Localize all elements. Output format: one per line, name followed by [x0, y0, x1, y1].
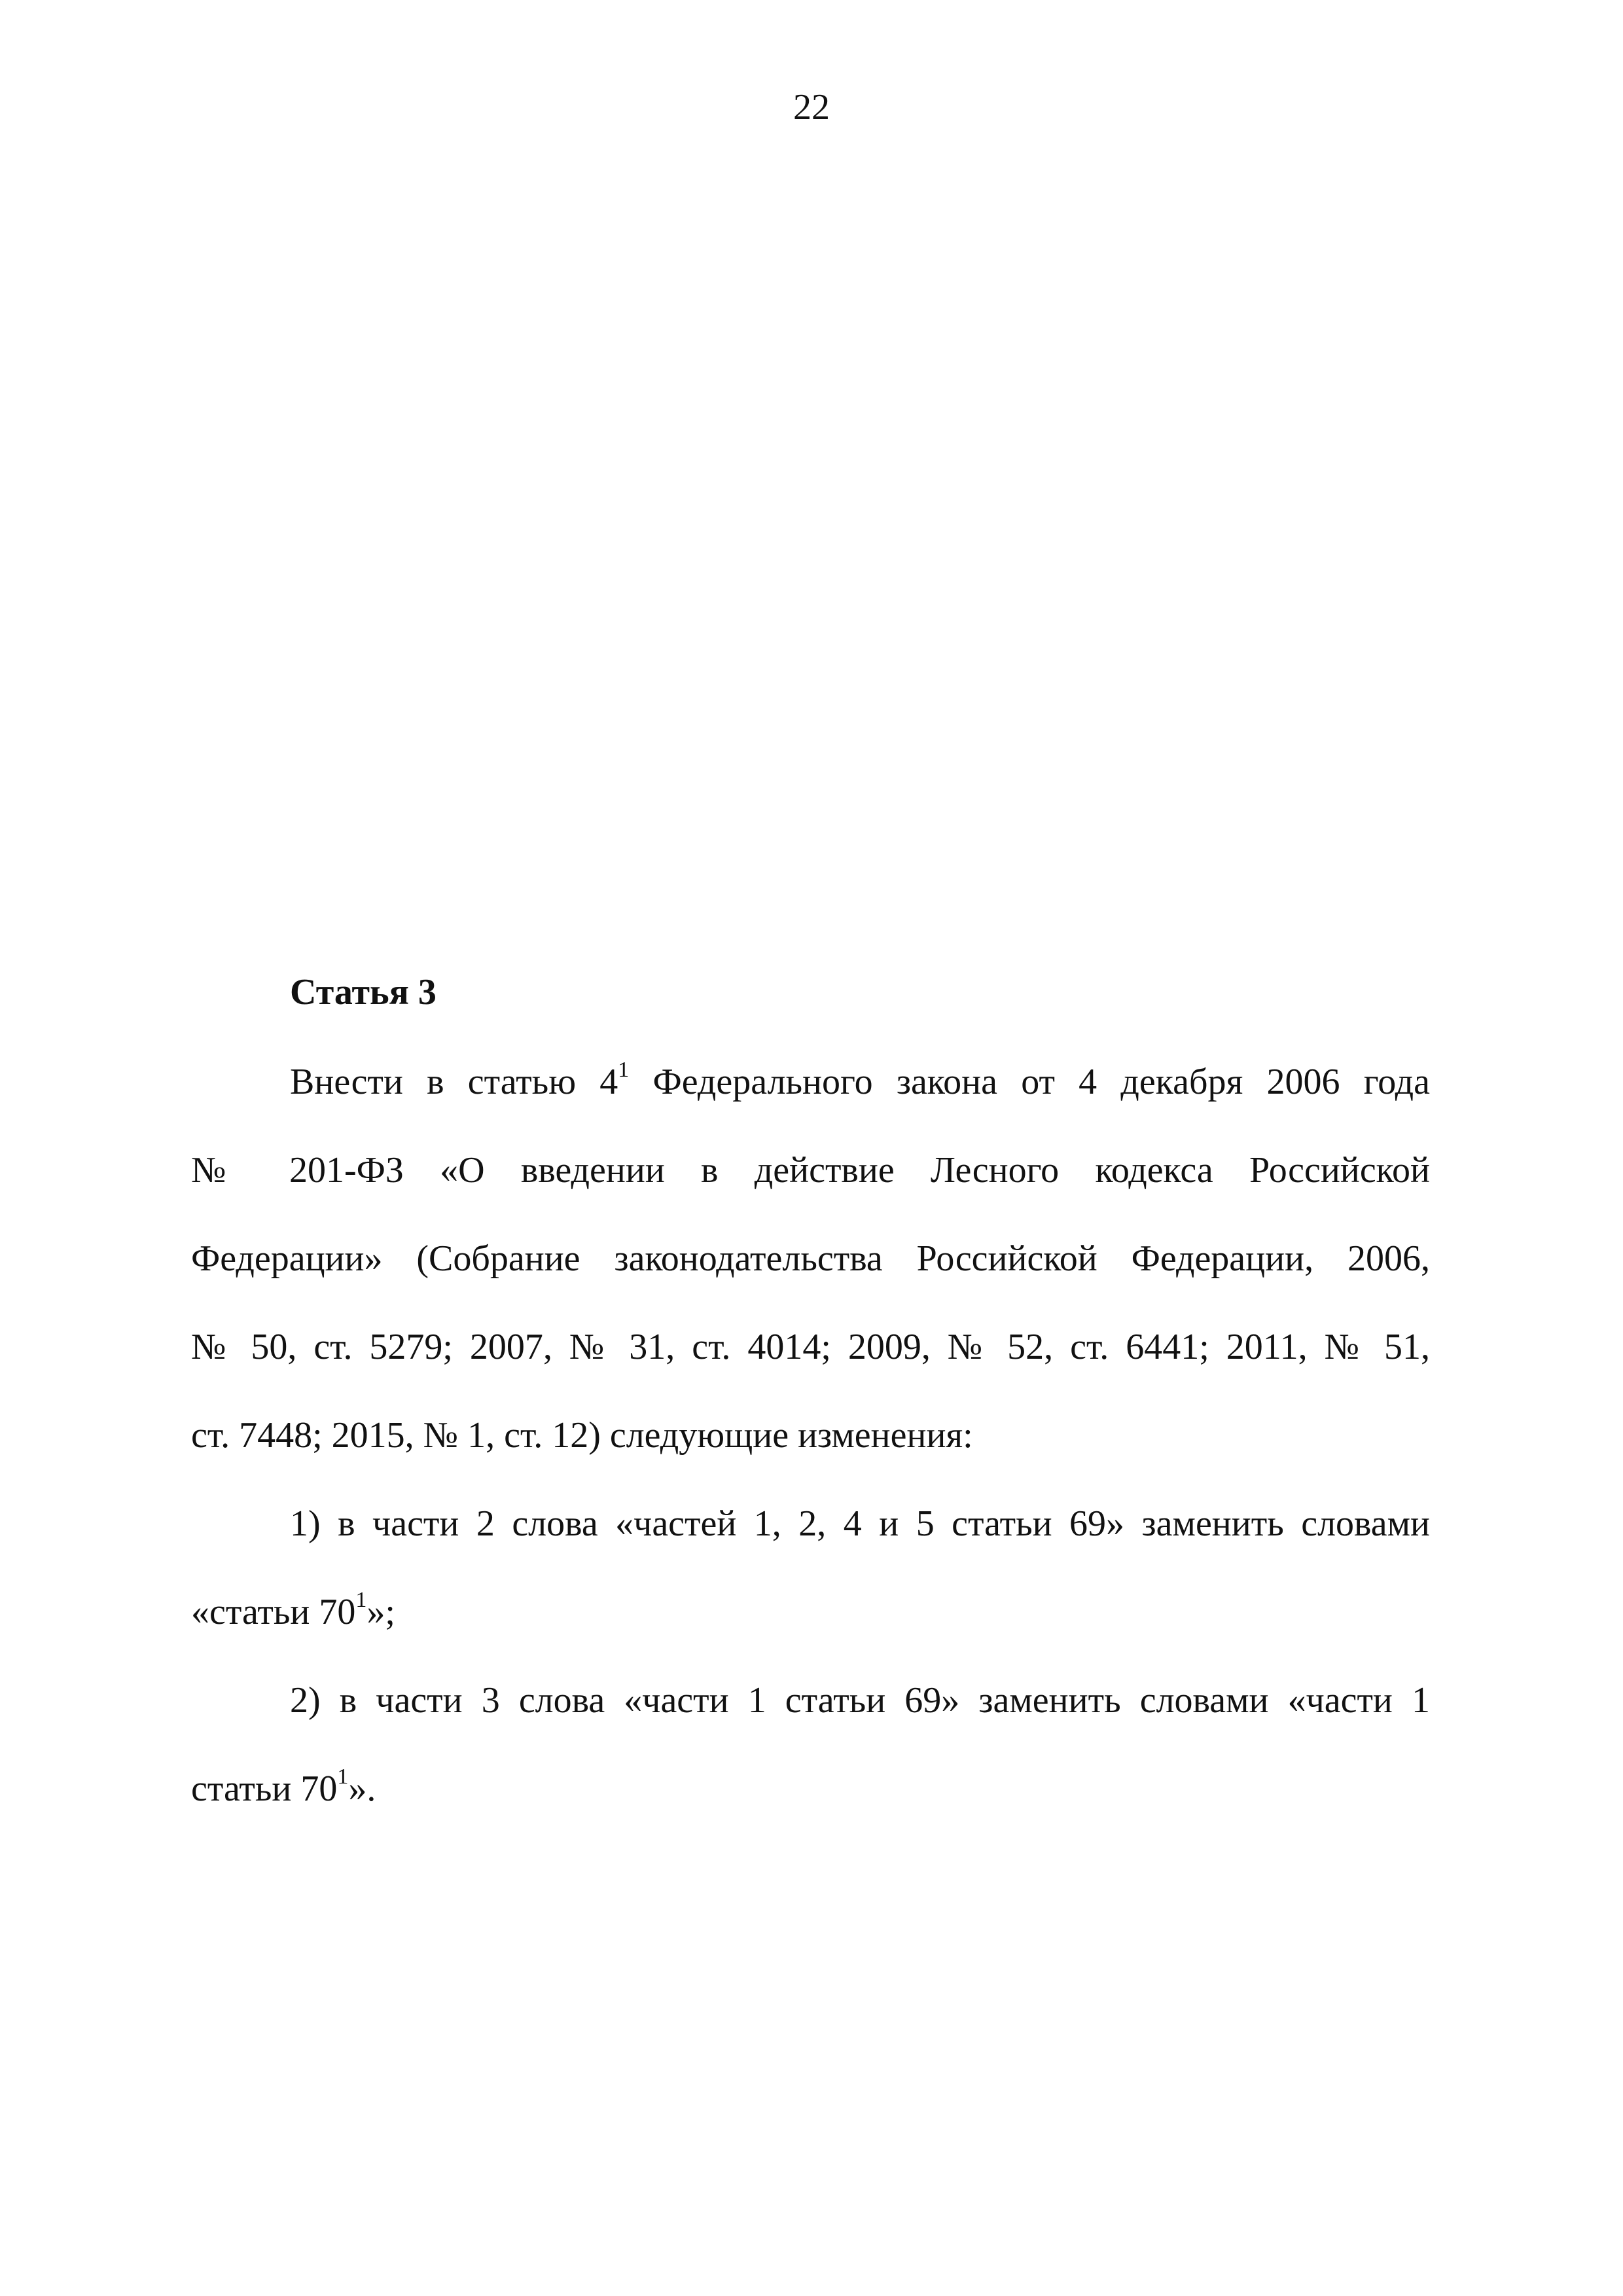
intro-line-1: Внести в статью $4^1$ Федерального закона от 4 декабря 2006 года: [290, 1058, 1431, 1102]
item2-line-1: 2) в части 3 слова «части 1 статьи 69» заменить словами «части 1: [290, 1680, 1430, 1721]
item1-line-1: 1) в части 2 слова «частей 1, 2, 4 и 5 статьи 69» заменить словами: [290, 1503, 1430, 1544]
intro-line-5: ст. 7448; 2015, № 1, ст. 12) следующие изменения:: [191, 1415, 973, 1456]
item1-line-2: «статьи $70^1$»;: [191, 1588, 395, 1632]
superscript: 1: [618, 1058, 630, 1083]
page-number: 22: [793, 87, 830, 128]
intro-line-4: № 50, ст. 5279; 2007, № 31, ст. 4014; 2009, № 52, ст. 6441; 2011, № 51,: [191, 1327, 1430, 1367]
article-title: Статья 3: [290, 972, 437, 1013]
intro-line-3: Федерации» (Собрание законодательства Российской Федерации, 2006,: [191, 1238, 1430, 1279]
superscript: 1: [355, 1588, 367, 1613]
superscript: 1: [337, 1765, 349, 1789]
item2-line-2: статьи $70^1$».: [191, 1765, 376, 1809]
intro-line-2: № 201-ФЗ «О введении в действие Лесного кодекса Российской: [191, 1150, 1430, 1191]
article-body: [191, 1058, 1430, 1854]
